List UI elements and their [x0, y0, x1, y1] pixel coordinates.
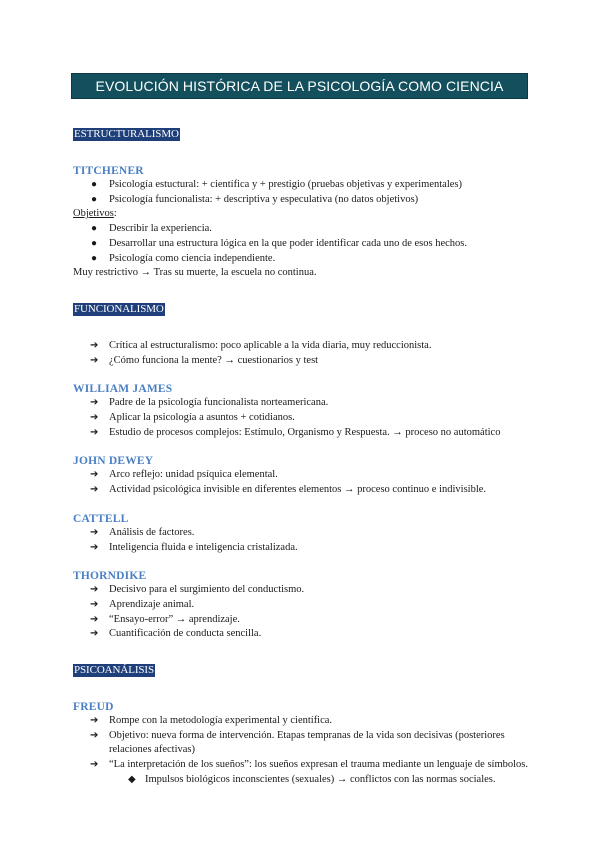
section-funcionalismo [73, 299, 533, 317]
list-item: ➔ Rompe con la metodología experimental y científica. [73, 714, 533, 729]
list-item: ● Psicología como ciencia independiente. [73, 252, 533, 267]
arrow-icon: ➔ [90, 598, 99, 610]
funcionalismo-list [73, 339, 533, 368]
list-item: ➔ Estudio de procesos complejos: Estímulo, Organismo y Respuesta. → proceso no automático [73, 426, 533, 441]
freud-list [73, 714, 533, 788]
arrow-icon: ➔ [90, 628, 99, 640]
list-item: ● Psicología funcionalista: + descriptiva y especulativa (no datos objetivos) [73, 193, 533, 208]
thorndike-list [73, 583, 533, 642]
section-label-psicoanalisis: PSICOANÁLISIS [74, 664, 154, 677]
list-item: ➔ Análisis de factores. [73, 526, 533, 541]
arrow-icon: ➔ [90, 715, 99, 727]
section-label-estructuralismo: ESTRUCTURALISMO [74, 128, 179, 140]
arrow-icon: ➔ [90, 412, 99, 424]
bullet-icon: ● [91, 237, 98, 249]
document-content [73, 124, 533, 788]
titchener-list [73, 178, 533, 207]
arrow-icon: ➔ [90, 729, 99, 741]
author-john-dewey: JOHN DEWEY [73, 455, 154, 468]
list-item: ➔ Decisivo para el surgimiento del conductismo. [73, 583, 533, 598]
bullet-icon: ● [91, 193, 98, 205]
list-item: ➔ Arco reflejo: unidad psíquica elemental. [73, 468, 533, 483]
list-item: ➔ Inteligencia fluida e inteligencia cristalizada. [73, 541, 533, 556]
arrow-icon: ➔ [90, 469, 99, 481]
author-thorndike: THORNDIKE [73, 570, 147, 583]
arrow-icon: ➔ [90, 339, 99, 351]
list-item: ➔ “La interpretación de los sueños”: los sueños expresan el trauma mediante un lenguaje de símbolos. [73, 758, 539, 773]
bullet-icon: ● [91, 252, 98, 264]
sub-list-item: ◆ Impulsos biológicos inconscientes (sexuales) → conflictos con las normas sociales. [73, 773, 533, 788]
bullet-icon: ● [91, 223, 98, 235]
arrow-icon: ➔ [90, 354, 99, 366]
list-item: ● Psicología estuctural: + científica y + prestigio (pruebas objetivas y experimentales) [73, 178, 533, 193]
arrow-icon: ➔ [90, 484, 99, 496]
list-item: ➔ Crítica al estructuralismo: poco aplicable a la vida diaria, muy reduccionista. [73, 339, 533, 354]
list-item: ● Desarrollar una estructura lógica en la que poder identificar cada uno de esos hechos. [73, 237, 533, 252]
author-cattell: CATTELL [73, 512, 129, 525]
arrow-icon: ➔ [90, 759, 99, 771]
arrow-icon: ➔ [90, 541, 99, 553]
objetivos-heading: Objetivos: [73, 208, 117, 220]
arrow-icon: ➔ [90, 426, 99, 438]
list-item: ➔ Cuantificación de conducta sencilla. [73, 627, 533, 642]
section-estructuralismo [73, 124, 533, 142]
john-dewey-list [73, 468, 533, 497]
list-item: ➔ Actividad psicológica invisible en diferentes elementos → proceso continuo e indivisible. [73, 483, 533, 498]
arrow-icon: ➔ [90, 397, 99, 409]
list-item: ➔ Aprendizaje animal. [73, 598, 533, 613]
arrow-icon: ➔ [90, 613, 99, 625]
list-item: ● Describir la experiencia. [73, 222, 533, 237]
document-title: EVOLUCIÓN HISTÓRICA DE LA PSICOLOGÍA COMO CIENCIA [71, 73, 528, 99]
author-freud: FREUD [73, 701, 114, 714]
section-label-funcionalismo: FUNCIONALISMO [74, 302, 164, 315]
objetivos-list [73, 222, 533, 266]
william-james-list [73, 396, 533, 440]
cattell-list [73, 526, 533, 555]
diamond-icon: ◆ [128, 773, 136, 785]
list-item: ➔ ¿Cómo funciona la mente? → cuestionarios y test [73, 354, 533, 369]
list-item: ➔ Aplicar la psicología a asuntos + cotidianos. [73, 411, 533, 426]
list-item: ➔ “Ensayo-error” → aprendizaje. [73, 613, 533, 628]
arrow-icon: ➔ [90, 526, 99, 538]
estructuralismo-conclusion: Muy restrictivo → Tras su muerte, la escuela no continua. [73, 267, 317, 279]
arrow-icon: ➔ [90, 584, 99, 596]
list-item: ➔ Padre de la psicología funcionalista norteamericana. [73, 396, 533, 411]
author-william-james: WILLIAM JAMES [73, 383, 173, 396]
bullet-icon: ● [91, 179, 98, 190]
list-item: ➔ Objetivo: nueva forma de intervención. Etapas tempranas de la vida son decisivas (posteriores relaciones afectivas) [90, 729, 505, 756]
author-titchener: TITCHENER [73, 165, 144, 177]
section-psicoanalisis [73, 660, 533, 678]
